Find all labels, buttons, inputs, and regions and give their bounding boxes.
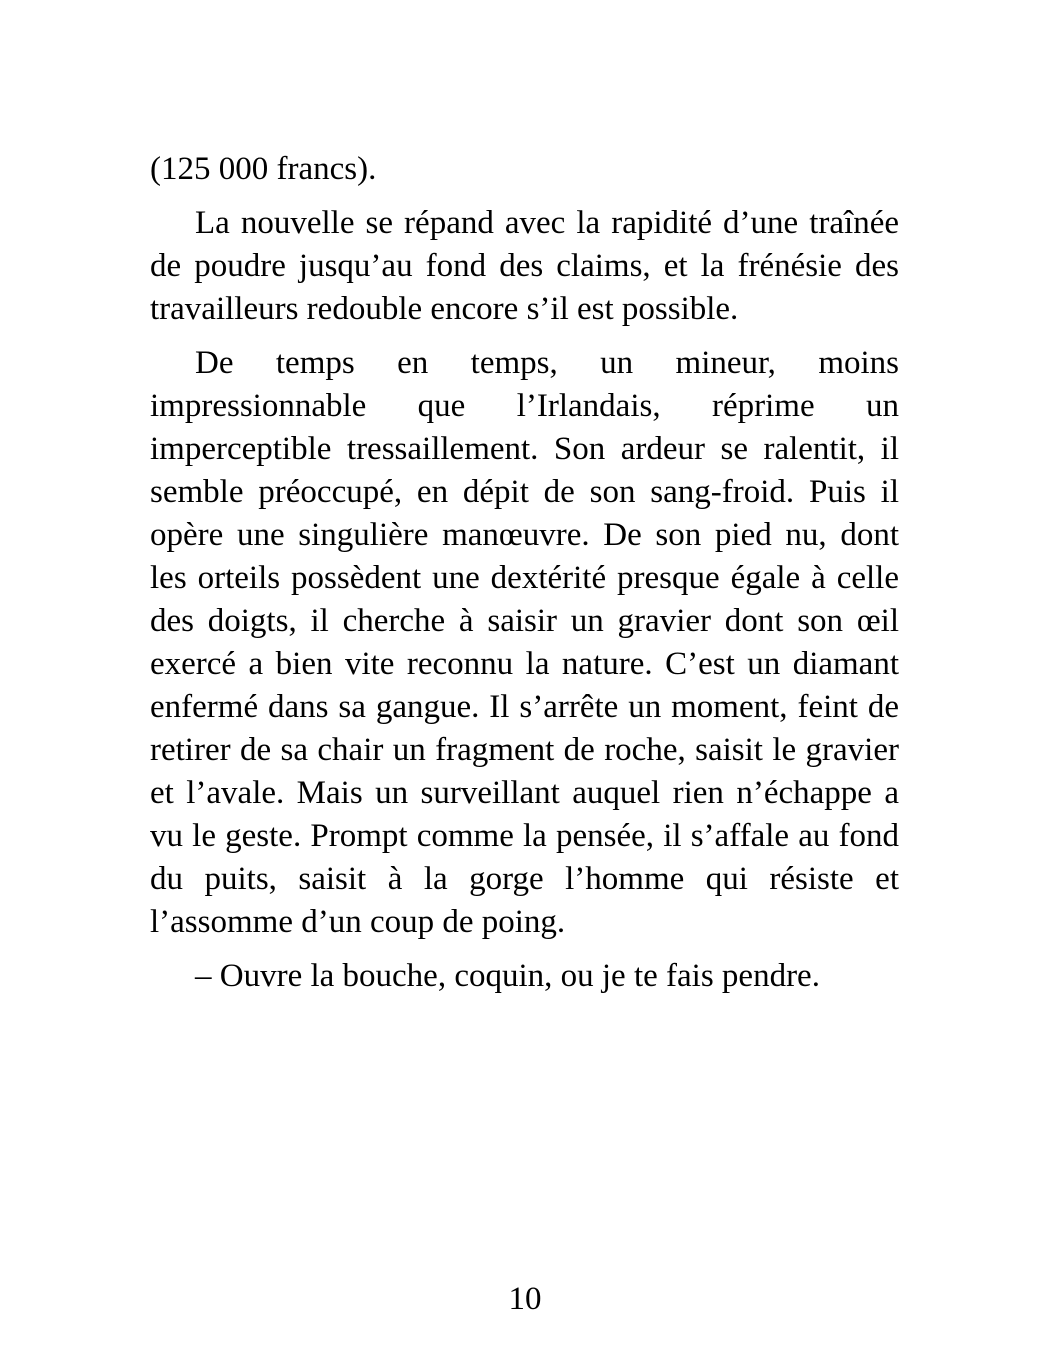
- paragraph-miner-swallows-diamond: De temps en temps, un mineur, moins impressionnable que l’Irlandais, réprime un imperceptible tressaillement. Son ardeur se ralentit, il semble préoccupé, en dépit de son sang-froid. Puis il opère une singulière manœuvre. De son pied nu, dont les orteils possèdent une dextérité presque égale à celle des doigts, il cherche à saisir un gravier dont son œil exercé a bien vite reconnu la nature. C’est un diamant enfermé dans sa gangue. Il s’arrête un moment, feint de retirer de sa chair un fragment de roche, saisit le gravier et l’avale. Mais un surveillant auquel rien n’échappe a vu le geste. Prompt comme la pensée, il s’affale au fond du puits, saisit à la gorge l’homme qui résiste et l’assomme d’un coup de poing.: [150, 345, 899, 940]
- page-number: 10: [508, 1281, 542, 1317]
- paragraph-news-spreads: La nouvelle se répand avec la rapidité d’une traînée de poudre jusqu’au fond des claims, et la frénésie des travailleurs redouble encore s’il est possible.: [150, 205, 899, 327]
- paragraph-continuation: (125 000 francs).: [150, 151, 377, 187]
- paragraph-dialogue: – Ouvre la bouche, coquin, ou je te fais pendre.: [195, 958, 820, 994]
- page-body: [150, 148, 899, 998]
